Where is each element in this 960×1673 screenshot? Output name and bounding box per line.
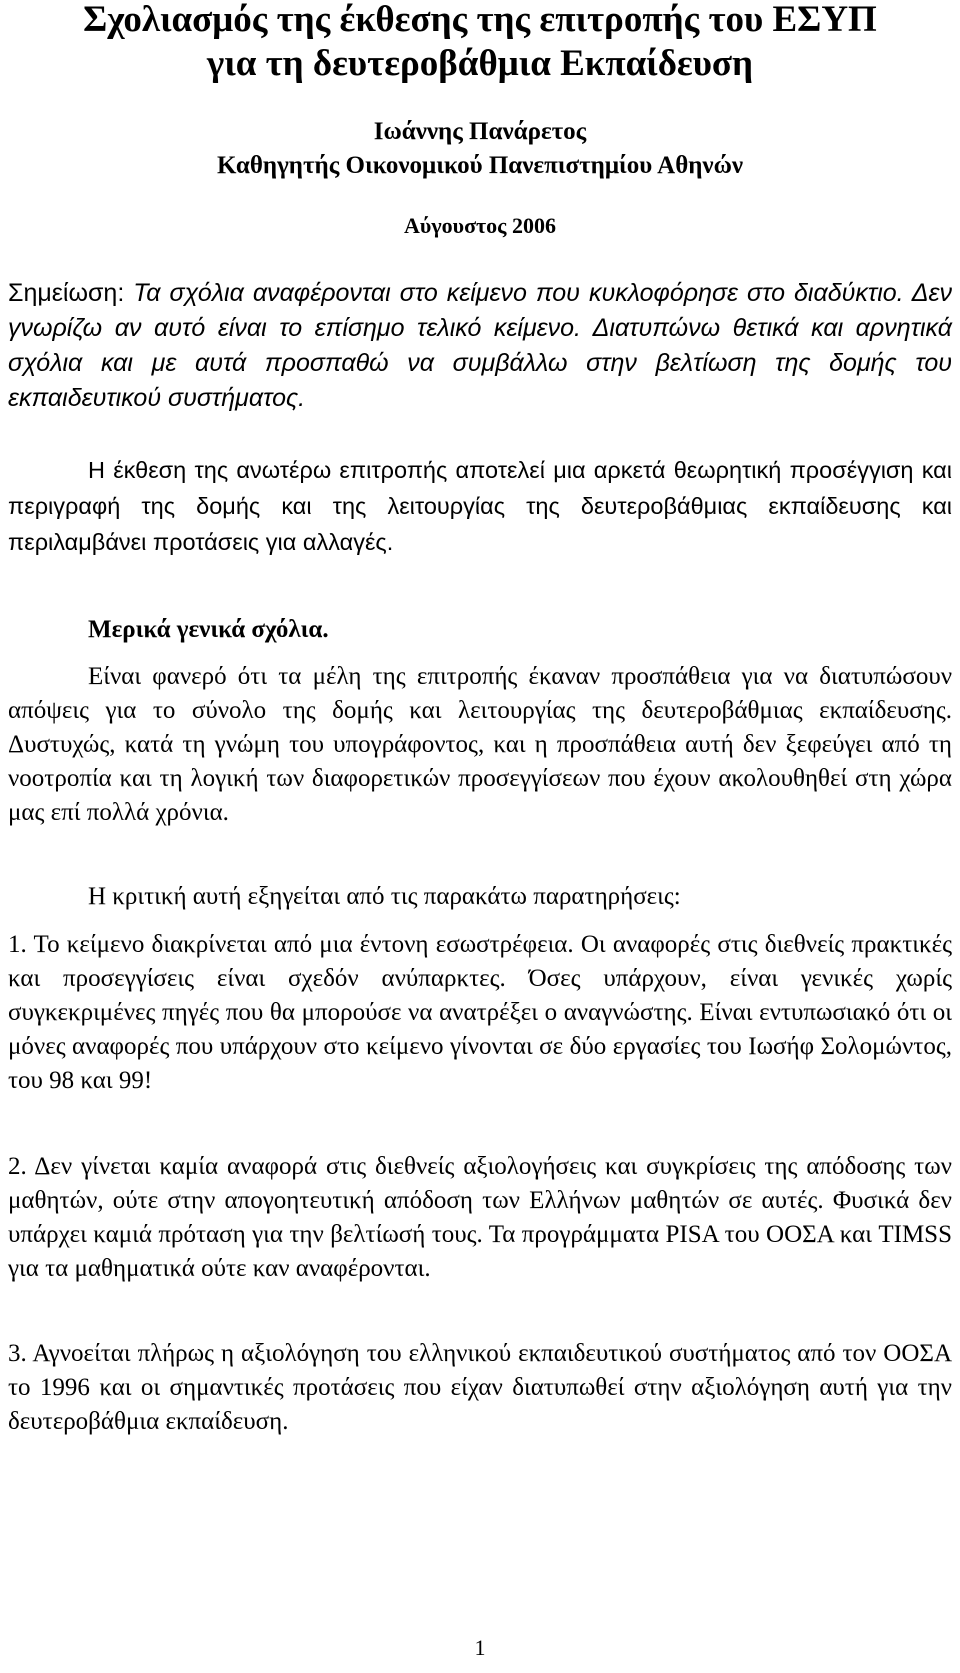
author-affiliation: Καθηγητής Οικονομικού Πανεπιστημίου Αθηνών [216,152,744,179]
point-1-paragraph: 1. Το κείμενο διακρίνεται από μια έντονη εσωστρέφεια. Οι αναφορές στις διεθνείς πρακτικές και προσεγγίσεις είναι σχεδόν ανύπαρκτες. Όσες υπάρχουν, είναι γενικές χωρίς συγκεκριμένες πηγές που θα μπορούσε να ανατρέξει ο αναγνώστης. Είναι εντυπωσιακό ότι οι μόνες αναφορές που υπάρχουν στο κείμενο γίνονται σε δύο εργασίες του Ιωσήφ Σολομώντος, του 98 και 99! [8,931,952,1094]
point-3-paragraph: 3. Αγνοείται πλήρως η αξιολόγηση του ελληνικού εκπαιδευτικού συστήματος από τον ΟΟΣΑ το 1996 και οι σημαντικές προτάσεις που είχαν διατυπωθεί στην αξιολόγηση αυτή για την δευτεροβάθμια εκπαίδευση. [8,1340,952,1435]
point-2-paragraph: 2. Δεν γίνεται καμία αναφορά στις διεθνείς αξιολογήσεις και συγκρίσεις της απόδοσης των μαθητών, ούτε στην απογοητευτική απόδοση των Ελλήνων μαθητών σε αυτές. Φυσικά δεν υπάρχει καμιά πρόταση για την βελτίωσή τους. Τα προγράμματα PISA του ΟΟΣΑ και TIMSS για τα μαθηματικά ούτε καν αναφέρονται. [8,1153,952,1282]
critique-intro: Η κριτική αυτή εξηγείται από τις παρακάτω παρατηρήσεις: [88,883,681,910]
note-paragraph [8,276,952,416]
note-label: Σημείωση: [8,279,134,307]
page-number: 1 [474,1635,486,1660]
author-name: Ιωάννης Πανάρετος [373,118,587,145]
document-date: Αύγουστος 2006 [404,213,556,238]
document-title-line-1: Σχολιασμός της έκθεσης της επιτροπής του ΕΣΥΠ [83,0,877,40]
intro-paragraph: Η έκθεση της ανωτέρω επιτροπής αποτελεί μια αρκετά θεωρητική προσέγγιση και περιγραφή της δομής και της λειτουργίας της δευτεροβάθμιας εκπαίδευσης και περιλαμβάνει προτάσεις για αλλαγές. [8,457,952,555]
general-comments-paragraph: Είναι φανερό ότι τα μέλη της επιτροπής έκαναν προσπάθεια για να διατυπώσουν απόψεις για το σύνολο της δομής και λειτουργίας της δευτεροβάθμιας εκπαίδευσης. Δυστυχώς, κατά τη γνώμη του υπογράφοντος, και η προσπάθεια αυτή δεν ξεφεύγει από τη νοοτροπία και τη λογική των διαφορετικών προσεγγίσεων που έχουν ακολουθηθεί στη χώρα μας επί πολλά χρόνια. [8,663,952,826]
section-heading: Μερικά γενικά σχόλια. [88,616,329,643]
document-title-line-2: για τη δευτεροβάθμια Εκπαίδευση [206,43,754,84]
note-text: Τα σχόλια αναφέρονται στο κείμενο που κυκλοφόρησε στο διαδύκτιο. Δεν γνωρίζω αν αυτό είναι το επίσημο τελικό κείμενο. Διατυπώνω θετικά και αρνητικά σχόλια και με αυτά προσπαθώ να συμβάλλω στην βελτίωση της δομής του εκπαιδευτικού συστήματος. [8,279,952,412]
